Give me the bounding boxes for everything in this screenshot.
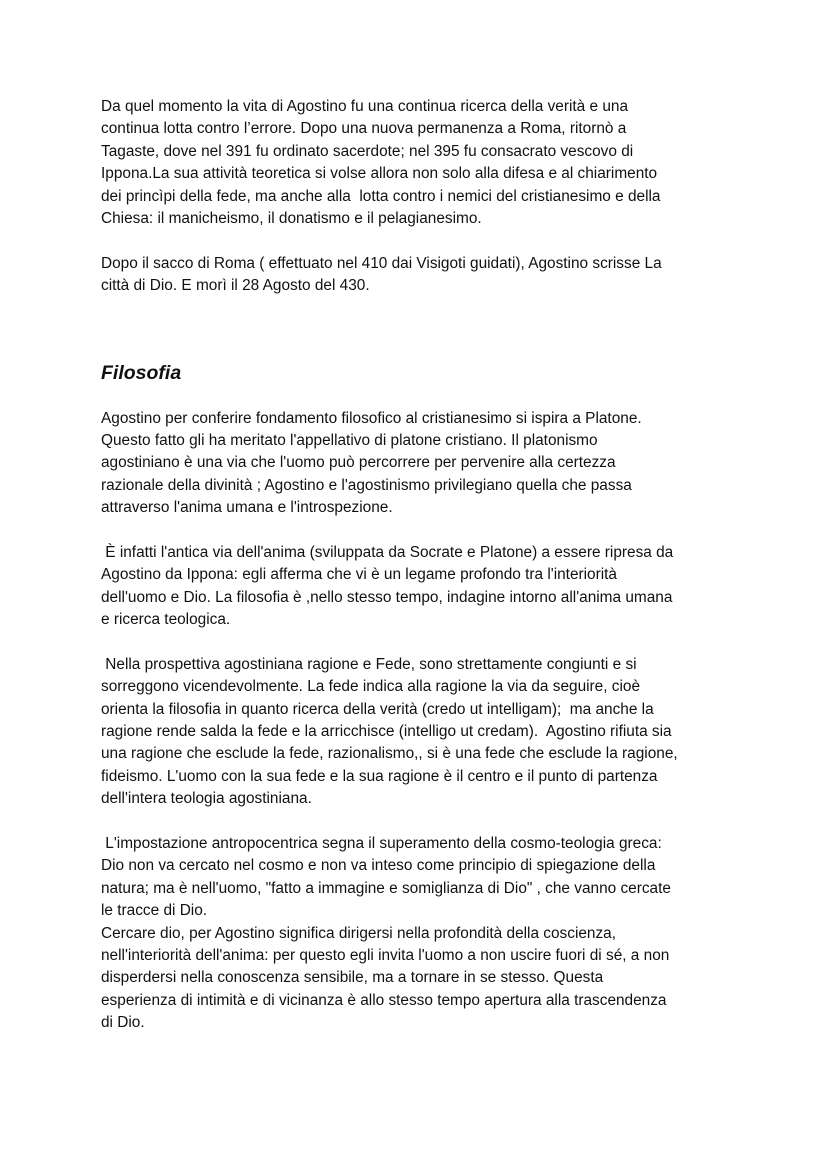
text-line: Chiesa: il manicheismo, il donatismo e il pelagianesimo. — [101, 209, 482, 227]
text-line: Da quel momento la vita di Agostino fu una continua ricerca della verità e una — [101, 98, 629, 115]
text-line: disperdersi nella conoscenza sensibile, ma a tornare in se stesso. Questa — [101, 969, 604, 987]
text-line: di Dio. — [101, 1014, 145, 1032]
text-line: Dopo il sacco di Roma ( effettuato nel 410 dai Visigoti guidati), Agostino scrisse La — [101, 254, 662, 272]
text-line: Cercare dio, per Agostino significa dirigersi nella profondità della coscienza, — [101, 924, 617, 942]
body-paragraph-2 — [101, 542, 741, 632]
text-line: dell'intera teologia agostiniana. — [101, 790, 312, 808]
body-paragraph-3 — [101, 654, 741, 811]
text-line: natura; ma è nell'uomo, "fatto a immagine e somiglianza di Dio" , che vanno cercate — [101, 879, 671, 897]
intro-paragraph-2 — [101, 253, 741, 298]
text-line: Nella prospettiva agostiniana ragione e Fede, sono strettamente congiunti e si — [101, 655, 637, 673]
text-line: ragione rende salda la fede e la arricchisce (intelligo ut credam). Agostino rifiuta sia — [101, 722, 672, 740]
text-line: Ippona.La sua attività teoretica si volse allora non solo alla difesa e al chiarimento — [101, 165, 658, 183]
section-heading: Filosofia — [101, 361, 182, 384]
text-line: sorreggono vicendevolmente. La fede indica alla ragione la via da seguire, cioè — [101, 678, 641, 696]
text-line: È infatti l'antica via dell'anima (sviluppata da Socrate e Platone) a essere ripresa da — [101, 543, 674, 561]
text-line: agostiniano è una via che l'uomo può percorrere per pervenire alla certezza — [101, 454, 616, 472]
text-line: continua lotta contro l’errore. Dopo una nuova permanenza a Roma, ritornò a — [101, 120, 627, 138]
body-paragraph-4 — [101, 833, 741, 1035]
text-line: L'impostazione antropocentrica segna il superamento della cosmo-teologia greca: — [101, 834, 662, 852]
text-line: razionale della divinità ; Agostino e l'agostinismo privilegiano quella che passa — [101, 476, 632, 494]
text-line: nell'interiorità dell'anima: per questo egli invita l'uomo a non uscire fuori di sé, a non — [101, 946, 670, 964]
text-line: dei princìpi della fede, ma anche alla lotta contro i nemici del cristianesimo e della — [101, 187, 661, 205]
text-line: Questo fatto gli ha meritato l'appellativo di platone cristiano. Il platonismo — [101, 431, 598, 449]
text-line: Tagaste, dove nel 391 fu ordinato sacerdote; nel 395 fu consacrato vescovo di — [101, 142, 634, 160]
text-line: fideismo. L'uomo con la sua fede e la sua ragione è il centro e il punto di partenza — [101, 767, 658, 785]
text-line: dell'uomo e Dio. La filosofia è ,nello stesso tempo, indagine intorno all'anima umana — [101, 588, 673, 606]
text-line: Dio non va cercato nel cosmo e non va inteso come principio di spiegazione della — [101, 857, 656, 875]
text-line: esperienza di intimità e di vicinanza è allo stesso tempo apertura alla trascendenza — [101, 991, 667, 1009]
text-line: e ricerca teologica. — [101, 611, 231, 629]
text-line: attraverso l'anima umana e l'introspezione. — [101, 499, 393, 517]
document-page — [101, 96, 741, 1057]
text-line: Agostino da Ippona: egli afferma che vi è un legame profondo tra l'interiorità — [101, 566, 617, 584]
text-line: una ragione che esclude la fede, razionalismo,, si è una fede che esclude la ragione, — [101, 745, 678, 763]
body-paragraph-1 — [101, 408, 741, 520]
text-line: le tracce di Dio. — [101, 902, 208, 920]
intro-paragraph-1 — [101, 96, 741, 230]
text-line: Agostino per conferire fondamento filosofico al cristianesimo si ispira a Platone. — [101, 409, 642, 427]
text-line: città di Dio. E morì il 28 Agosto del 430. — [101, 277, 370, 295]
text-line: orienta la filosofia in quanto ricerca della verità (credo ut intelligam); ma anche la — [101, 700, 654, 718]
